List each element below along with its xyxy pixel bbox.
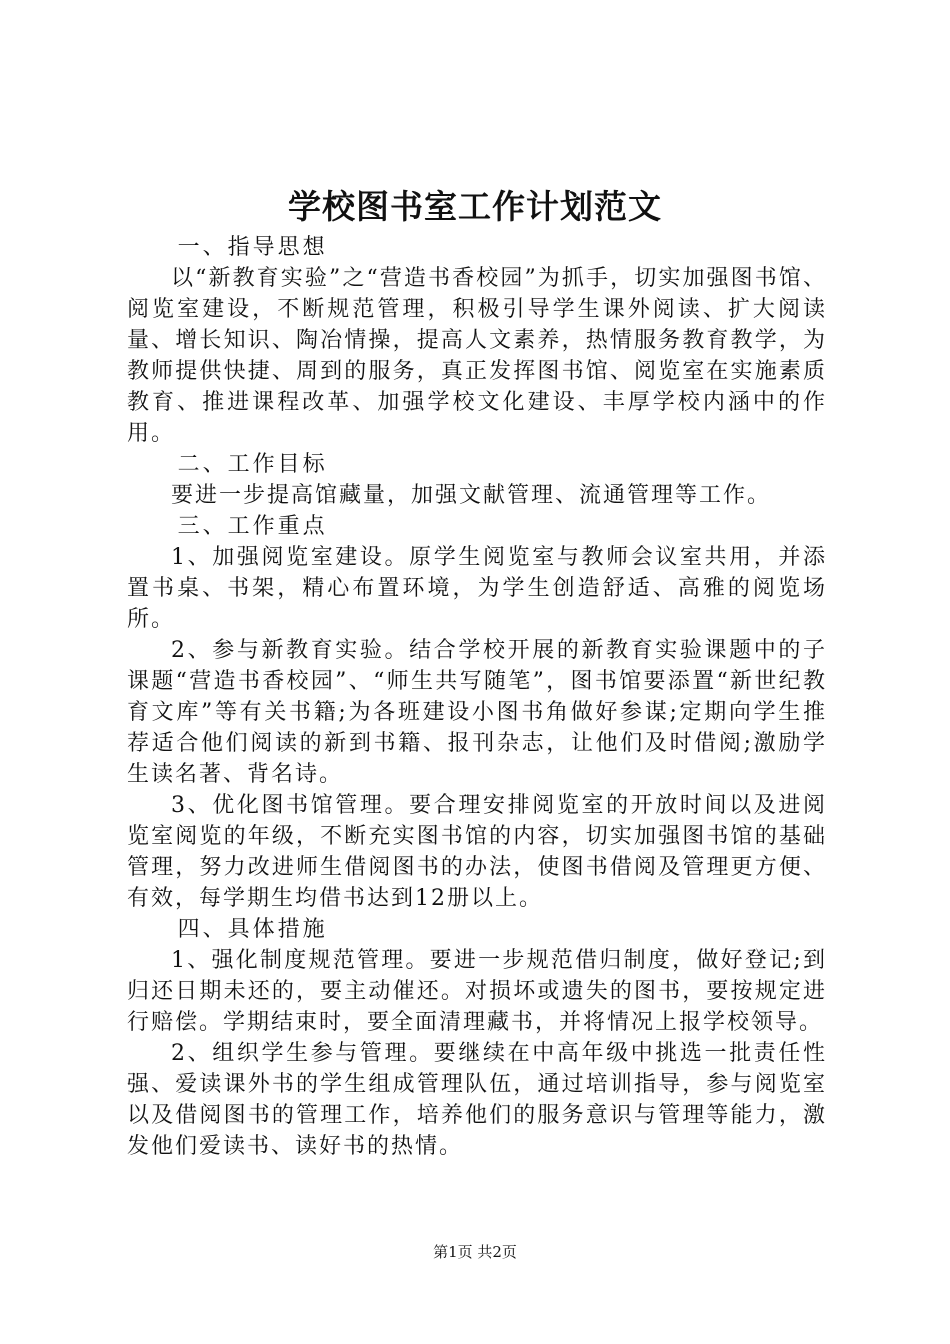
section-heading-specific-measures: 四、具体措施 <box>177 917 328 942</box>
paragraph-measure-rules: 1、强化制度规范管理。要进一步规范借归制度，做好登记;到归还日期未还的，要主动催还。对损坏或遗失的图书，要按规定进行赔偿。学期结束时，要全面清理藏书，并将情况上报学校领导。 <box>127 948 827 1035</box>
paragraph-focus-new-education: 2、参与新教育实验。结合学校开展的新教育实验课题中的子课题“营造书香校园”、“师生共写随笔”，图书馆要添置“新世纪教育文库”等有关书籍;为各班建设小图书角做好参谋;定期向学生推荐适合他们阅读的新到书籍、报刊杂志，让他们及时借阅;激励学生读名著、背名诗。 <box>127 638 827 787</box>
document-body <box>127 232 827 1162</box>
section-heading-guiding-ideology: 一、指导思想 <box>177 235 328 260</box>
section-heading-work-goals: 二、工作目标 <box>177 452 328 477</box>
section-heading-work-focus: 三、工作重点 <box>177 514 328 539</box>
paragraph-guiding-ideology: 以“新教育实验”之“营造书香校园”为抓手，切实加强图书馆、阅览室建设，不断规范管理，积极引导学生课外阅读、扩大阅读量、增长知识、陶冶情操，提高人文素养，热情服务教育教学，为教师提供快捷、周到的服务，真正发挥图书馆、阅览室在实施素质教育、推进课程改革、加强学校文化建设、丰厚学校内涵中的作用。 <box>127 266 827 446</box>
page-number-footer: 第1页 共2页 <box>433 1243 517 1261</box>
paragraph-measure-student-participation: 2、组织学生参与管理。要继续在中高年级中挑选一批责任性强、爱读课外书的学生组成管理队伍，通过培训指导，参与阅览室以及借阅图书的管理工作，培养他们的服务意识与管理等能力，激发他们爱读书、读好书的热情。 <box>127 1041 827 1159</box>
paragraph-work-goals: 要进一步提高馆藏量，加强文献管理、流通管理等工作。 <box>171 483 772 508</box>
paragraph-focus-library-management: 3、优化图书馆管理。要合理安排阅览室的开放时间以及进阅览室阅览的年级，不断充实图书馆的内容，切实加强图书馆的基础管理，努力改进师生借阅图书的办法，使图书借阅及管理更方便、有效，每学期生均借书达到12册以上。 <box>127 793 827 911</box>
document-title: 学校图书室工作计划范文 <box>288 187 662 226</box>
paragraph-focus-reading-room: 1、加强阅览室建设。原学生阅览室与教师会议室共用，并添置书桌、书架，精心布置环境，为学生创造舒适、高雅的阅览场所。 <box>127 545 827 632</box>
